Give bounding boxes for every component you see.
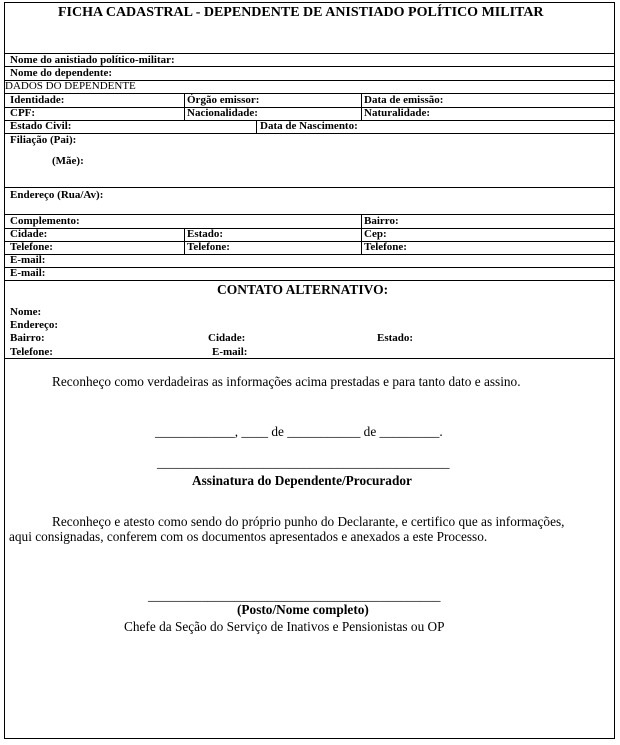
field-bairro: Bairro: [364, 215, 399, 227]
field-filiacao-mae: (Mãe): [52, 155, 84, 167]
field-orgao-emissor: Órgão emissor: [187, 94, 260, 106]
contato-telefone: Telefone: [10, 346, 53, 358]
field-naturalidade: Naturalidade: [364, 107, 430, 119]
field-cpf: CPF: [10, 107, 36, 119]
divider [4, 187, 615, 188]
divider [4, 228, 615, 229]
divider [4, 267, 615, 268]
field-email-1: E-mail: [10, 254, 46, 266]
column-divider [184, 93, 185, 120]
divider [4, 280, 615, 281]
column-divider [184, 228, 185, 254]
column-divider [361, 93, 362, 120]
atesto-line-1: Reconheço e atesto como sendo do próprio punho do Declarante, e certifico que as informações, [52, 514, 565, 529]
field-anistiado-nome: Nome do anistiado político-militar: [10, 54, 175, 66]
atesto-line-2: aqui consignadas, conferem com os documentos apresentados e anexados a este Processo. [9, 529, 488, 544]
field-identidade: Identidade: [10, 94, 65, 106]
declaracao-text: Reconheço como verdadeiras as informações acima prestadas e para tanto dato e assino. [52, 374, 521, 389]
field-cep: Cep: [364, 228, 387, 240]
column-divider [361, 214, 362, 228]
field-telefone-1: Telefone: [10, 241, 53, 253]
date-line: ____________, ____ de ___________ de _________. [155, 424, 443, 439]
signature-line-dependente: ____________________________________________ [157, 455, 450, 470]
form-title: FICHA CADASTRAL - DEPENDENTE DE ANISTIADO POLÍTICO MILITAR [58, 5, 544, 20]
divider [4, 358, 615, 359]
field-telefone-3: Telefone: [364, 241, 407, 253]
field-cidade: Cidade: [10, 228, 48, 240]
field-data-emissao: Data de emissão: [364, 94, 444, 106]
contato-heading: CONTATO ALTERNATIVO: [217, 282, 389, 297]
divider [4, 214, 615, 215]
field-data-nascimento: Data de Nascimento: [260, 120, 358, 132]
field-estado: Estado: [187, 228, 224, 240]
divider [4, 254, 615, 255]
contato-cidade: Cidade: [208, 332, 246, 344]
field-estado-civil: Estado Civil: [10, 120, 72, 132]
divider [4, 241, 615, 242]
field-nacionalidade: Nacionalidade: [187, 107, 258, 119]
field-endereco: Endereço (Rua/Av): [10, 189, 104, 201]
divider [4, 93, 615, 94]
signature-label-dependente: Assinatura do Dependente/Procurador [192, 473, 412, 488]
contato-bairro: Bairro: [10, 332, 45, 344]
divider [4, 107, 615, 108]
column-divider [361, 228, 362, 254]
field-telefone-2: Telefone: [187, 241, 230, 253]
field-dependente-nome: Nome do dependente: [10, 67, 113, 79]
cargo-label: Chefe da Seção do Serviço de Inativos e Pensionistas ou OP [124, 619, 445, 634]
signature-line-chefe: ____________________________________________ [148, 588, 441, 603]
contato-estado: Estado: [377, 332, 414, 344]
field-email-2: E-mail: [10, 267, 46, 279]
contato-endereco: Endereço: [10, 319, 59, 331]
field-complemento: Complemento: [10, 215, 80, 227]
column-divider [256, 120, 257, 133]
field-filiacao-pai: Filiação (Pai): [10, 134, 77, 146]
section-dados-dependente: DADOS DO DEPENDENTE [5, 80, 136, 92]
contato-nome: Nome: [10, 306, 42, 318]
posto-label: (Posto/Nome completo) [237, 602, 369, 617]
contato-email: E-mail: [212, 346, 248, 358]
divider [4, 133, 615, 134]
